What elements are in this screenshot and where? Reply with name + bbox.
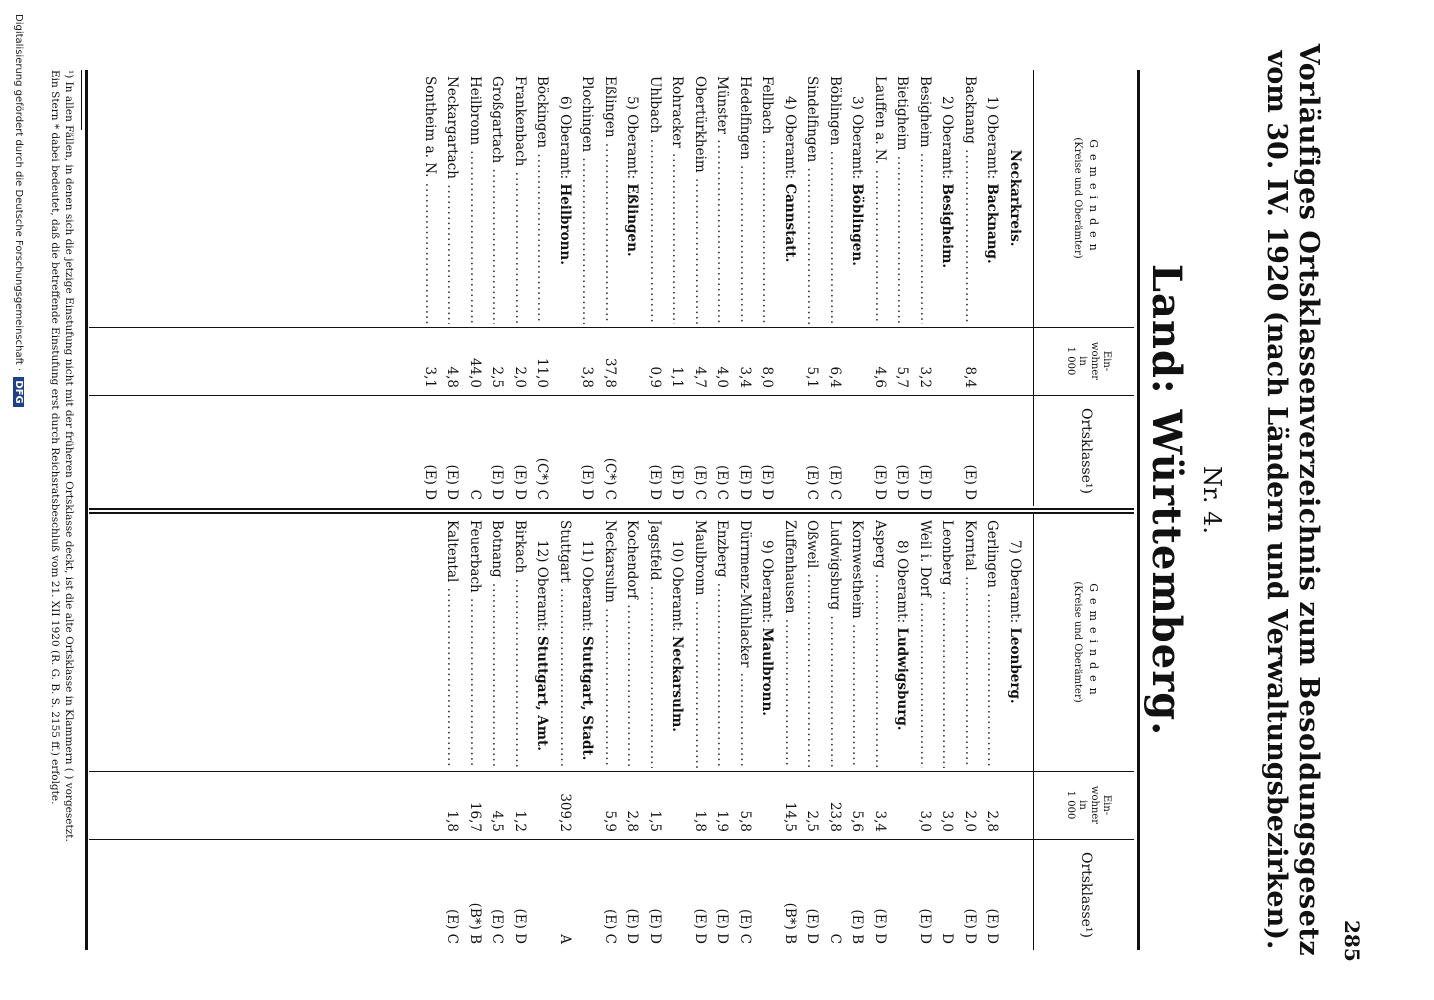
title-line-1: Vorläufiges Ortsklassenverzeichnis zum Besoldungsgesetz [1293, 43, 1324, 957]
oberamt-heading [621, 70, 644, 506]
oberamt-label: Oberamt: [624, 114, 641, 180]
header-gemeinden: Gemeinden [1087, 583, 1100, 701]
gemeinde-name: Dürrmenz-Mühlacker ..... [734, 520, 757, 768]
gemeinde-name: Zuffenhausen ..... [779, 520, 802, 768]
page-number: 285 [1340, 920, 1364, 962]
kreis-name: Neckarkreis. [1007, 149, 1023, 247]
gemeinde-name: Plochingen ..... [576, 76, 599, 324]
oberamt-num: 11) [579, 540, 596, 563]
ortsklasse-value: (B*) B [782, 902, 798, 944]
header-einwohner: Ein- wohner in 1 000 [1065, 341, 1112, 381]
ortsklasse-value: (E) C [444, 908, 461, 944]
ortsklasse-value: (E) C [489, 908, 506, 944]
ortsklasse-value: D [939, 933, 956, 944]
oberamt-label: Oberamt: [1007, 558, 1023, 624]
einwohner-value: 3,4 [737, 366, 753, 388]
oberamt-label: Oberamt: [759, 558, 776, 624]
oberamt-num: 10) [669, 540, 686, 563]
einwohner-value: 5,7 [894, 366, 911, 388]
oberamt-name: Maulbronn. [759, 627, 776, 716]
table-row [711, 514, 734, 950]
oberamt-name: Leonberg. [1007, 627, 1023, 704]
kreis-heading [1004, 70, 1027, 506]
oberamt-num: 1) [984, 96, 1001, 110]
oberamt-name: Stuttgart, Amt. [534, 636, 551, 751]
oberamt-num: 12) [534, 540, 551, 563]
oberamt-label: Oberamt: [669, 566, 686, 632]
ortsklasse-value: (B*) B [467, 902, 483, 944]
oberamt-num: 3) [849, 96, 866, 110]
oberamt-label: Oberamt: [849, 114, 866, 180]
title-line-2: vom 30. IV. 1920 (nach Ländern und Verwaltungsbezirken). [1261, 50, 1292, 950]
oberamt-name: Heilbronn. [557, 183, 573, 265]
oberamt-heading [666, 514, 689, 950]
oberamt-name: Stuttgart, Stadt. [579, 636, 596, 761]
einwohner-value: 2,8 [624, 810, 641, 832]
gemeinde-name: Sindelfingen ..... [801, 76, 824, 324]
oberamt-label: Oberamt: [894, 558, 911, 624]
table-row [509, 514, 532, 950]
header-ortsklasse: Ortsklasse¹) [1078, 407, 1094, 495]
oberamt-name: Ludwigsburg. [894, 627, 911, 731]
gemeinde-name: Feuerbach ..... [464, 520, 487, 768]
table-row [666, 70, 689, 506]
einwohner-value: 3,1 [422, 366, 438, 388]
einwohner-value: 2,0 [962, 810, 978, 832]
ortsklasse-value: (E) D [759, 464, 776, 500]
ortsklasse-value: (E) D [692, 908, 708, 944]
oberamt-heading [936, 70, 959, 506]
ortsklasse-value: (E) D [984, 908, 1001, 944]
dfg-logo: DFG [13, 377, 24, 406]
gemeinde-name: Neckarsulm ..... [599, 520, 622, 768]
table-row [599, 514, 622, 950]
oberamt-heading [576, 514, 599, 950]
einwohner-value: 5,8 [737, 810, 753, 832]
table-row [824, 514, 847, 950]
footnote-2: Ein Stern * dabei bedeutet, daß die betreffende Einstufung erst durch Reichsratsbeschluß vom 21. XII 1920 (R. G. B. S. 2155 ff.) erfolgte. [49, 70, 61, 805]
gemeinde-name: Bietigheim ..... [891, 76, 914, 324]
ortsklasse-value: (E) D [422, 464, 438, 500]
gemeinde-name: Asperg ..... [869, 520, 892, 768]
table-row [846, 514, 869, 950]
oberamt-heading [554, 70, 577, 506]
einwohner-value: 4,5 [489, 810, 506, 832]
table-row [891, 70, 914, 506]
oberamt-num: 6) [557, 96, 573, 110]
einwohner-value: 14,5 [782, 801, 798, 832]
gemeinde-name: Weil i. Dorf ..... [914, 520, 937, 768]
table-header [1034, 514, 1134, 950]
ortsklasse-value: (E) D [669, 464, 686, 500]
table-row [689, 70, 712, 506]
einwohner-value: 1,9 [714, 810, 731, 832]
oberamt-num: 5) [624, 96, 641, 110]
table-row [441, 70, 464, 506]
ortsklasse-value: (E) D [647, 908, 663, 944]
table-row [711, 70, 734, 506]
table-right-half [89, 514, 1134, 950]
gemeinde-name: Jagstfeld ..... [644, 520, 667, 768]
table-row [914, 514, 937, 950]
table-row [959, 514, 982, 950]
einwohner-value: 4,8 [444, 366, 461, 388]
ortsklassen-table [89, 70, 1134, 950]
left-rows [419, 70, 1027, 506]
table-row [801, 514, 824, 950]
ortsklasse-value: (E) C [692, 464, 708, 500]
ortsklasse-value: (E) D [804, 908, 821, 944]
right-rows [441, 514, 1026, 950]
einwohner-value: 5,6 [849, 810, 866, 832]
table-row [801, 70, 824, 506]
oberamt-label: Oberamt: [939, 114, 956, 180]
oberamt-name: Backnang. [984, 183, 1001, 264]
einwohner-value: 37,8 [602, 357, 618, 388]
gemeinde-name: Eßlingen ..... [599, 76, 622, 324]
gemeinde-name: Neckargartach ..... [441, 76, 464, 324]
footnotes [48, 70, 76, 950]
gemeinde-name: Enzberg ..... [711, 520, 734, 768]
einwohner-value: 4,0 [714, 366, 731, 388]
table-row [756, 70, 779, 506]
oberamt-heading [1004, 514, 1027, 950]
oberamt-name: Cannstatt. [782, 183, 798, 263]
ortsklasse-value: (E) D [714, 908, 731, 944]
einwohner-value: 44,0 [467, 357, 483, 388]
gemeinde-name: Leonberg ..... [936, 520, 959, 768]
table-row [441, 514, 464, 950]
ortsklasse-value: (E) D [444, 464, 461, 500]
einwohner-value: 1,1 [669, 366, 686, 388]
einwohner-value: 16,7 [467, 801, 483, 832]
table-row [779, 514, 802, 950]
gemeinde-name: Kaltental ..... [441, 520, 464, 768]
ortsklasse-value: (E) D [872, 908, 888, 944]
gemeinde-name: Heilbronn ..... [464, 76, 487, 324]
gemeinde-name: Maulbronn ..... [689, 520, 712, 768]
section-number: Nr. 4. [1198, 466, 1226, 534]
table-row [936, 514, 959, 950]
einwohner-value: 4,7 [692, 366, 708, 388]
gemeinde-name: Kornwestheim ..... [846, 520, 869, 768]
gemeinde-name: Korntal ..... [959, 520, 982, 768]
einwohner-value: 2,8 [984, 810, 1001, 832]
table-row [734, 514, 757, 950]
ortsklasse-value: C [467, 489, 483, 500]
oberamt-num: 8) [894, 540, 911, 554]
table-row [644, 514, 667, 950]
gemeinde-name: Obertürkheim ..... [689, 76, 712, 324]
footnote-1: ¹) In allen Fällen, in denen sich die jetzige Einstufung nicht mit der früheren Ortsklasse deckt, ist die alte Ortsklasse in Klammern ( ) vorgesetzt. [63, 70, 75, 842]
ortsklasse-value: (E) D [962, 908, 978, 944]
ortsklasse-value: (E) D [579, 464, 596, 500]
table-row [419, 70, 442, 506]
table-row [869, 70, 892, 506]
gemeinde-name: Böckingen ..... [531, 76, 554, 324]
table-row [599, 70, 622, 506]
gemeinde-name: Oßweil ..... [801, 520, 824, 768]
einwohner-value: 2,5 [804, 810, 821, 832]
ortsklasse-value: C [827, 933, 843, 944]
ortsklasse-value: (E) D [894, 464, 911, 500]
gemeinde-name: Frankenbach ..... [509, 76, 532, 324]
header-ortsklasse: Ortsklasse¹) [1078, 851, 1094, 939]
oberamt-label: Oberamt: [782, 114, 798, 180]
table-row [464, 70, 487, 506]
table-row [531, 70, 554, 506]
oberamt-heading [846, 70, 869, 506]
oberamt-heading [891, 514, 914, 950]
oberamt-label: Oberamt: [534, 566, 551, 632]
gemeinde-name: Ludwigsburg ..... [824, 520, 847, 768]
einwohner-value: 1,2 [512, 810, 528, 832]
einwohner-value: 3,4 [872, 810, 888, 832]
einwohner-value: 5,1 [804, 366, 821, 388]
header-gemeinden: Gemeinden [1087, 139, 1100, 257]
einwohner-value: 4,6 [872, 366, 888, 388]
table-row [554, 514, 577, 950]
table-row [981, 514, 1004, 950]
table-row [621, 514, 644, 950]
ortsklasse-value: (E) D [512, 908, 528, 944]
table-header [1034, 70, 1134, 506]
gemeinde-name: Backnang ..... [959, 76, 982, 324]
header-gemeinden-sub: (Kreise und Oberämter) [1072, 137, 1083, 259]
einwohner-value: 1,8 [444, 810, 461, 832]
ortsklasse-value: (E) D [512, 464, 528, 500]
header-einwohner: Ein- wohner in 1 000 [1065, 785, 1112, 825]
einwohner-value: 8,4 [962, 366, 978, 388]
ortsklasse-value: (E) C [714, 464, 731, 500]
ortsklasse-value: (E) C [804, 464, 821, 500]
einwohner-value: 5,9 [602, 810, 618, 832]
gemeinde-name: Uhlbach ..... [644, 76, 667, 324]
gemeinde-name: Fellbach ..... [756, 76, 779, 324]
ortsklasse-value: (E) D [917, 908, 933, 944]
gemeinde-name: Besigheim ..... [914, 76, 937, 324]
dfg-credit: Digitalisierung gefördert durch die Deutsche Forschungsgemeinschaft · DFG [13, 14, 24, 407]
table-row [509, 70, 532, 506]
oberamt-num: 7) [1007, 540, 1023, 554]
gemeinde-name: Stuttgart ..... [554, 520, 577, 768]
gemeinde-name: Sontheim a. N. ..... [419, 76, 442, 324]
table-row [824, 70, 847, 506]
gemeinde-name: Botnang ..... [486, 520, 509, 768]
land-heading: Land: Württemberg. [1143, 263, 1190, 737]
einwohner-value: 2,5 [489, 366, 506, 388]
ortsklasse-value: (E) D [624, 908, 641, 944]
oberamt-heading [531, 514, 554, 950]
table-row [486, 514, 509, 950]
einwohner-value: 23,8 [827, 801, 843, 832]
oberamt-num: 4) [782, 96, 798, 110]
table-row [689, 514, 712, 950]
ortsklasse-value: (E) C [737, 908, 753, 944]
gemeinde-name: Rohracker ..... [666, 76, 689, 324]
ortsklasse-value: (E) D [647, 464, 663, 500]
table-row [576, 70, 599, 506]
gemeinde-name: Großgartach ..... [486, 76, 509, 324]
table-row [869, 514, 892, 950]
einwohner-value: 1,8 [692, 810, 708, 832]
ortsklasse-value: (E) B [849, 909, 866, 944]
ortsklasse-value: (E) D [737, 464, 753, 500]
gemeinde-name: Lauffen a. N. ..... [869, 76, 892, 324]
oberamt-label: Oberamt: [557, 114, 573, 180]
table-left-half [89, 70, 1134, 506]
table-row [486, 70, 509, 506]
table-row [464, 514, 487, 950]
einwohner-value: 11,0 [534, 357, 551, 388]
gemeinde-name: Böblingen ..... [824, 76, 847, 324]
ortsklasse-value: (C*) C [602, 457, 618, 500]
einwohner-value: 0,9 [647, 366, 663, 388]
gemeinde-name: Münster ..... [711, 76, 734, 324]
einwohner-value: 3,0 [939, 810, 956, 832]
ortsklasse-value: A [557, 934, 573, 944]
einwohner-value: 3,8 [579, 366, 596, 388]
einwohner-value: 3,2 [917, 366, 933, 388]
oberamt-heading [756, 514, 779, 950]
oberamt-name: Besigheim. [939, 183, 956, 269]
einwohner-value: 1,5 [647, 810, 663, 832]
einwohner-value: 6,4 [827, 366, 843, 388]
einwohner-value: 2,0 [512, 366, 528, 388]
oberamt-label: Oberamt: [579, 566, 596, 632]
ortsklasse-value: (E) C [602, 908, 618, 944]
ortsklasse-value: (C*) C [534, 457, 551, 500]
ortsklasse-value: (E) D [917, 464, 933, 500]
oberamt-name: Böblingen. [849, 183, 866, 266]
einwohner-value: 8,0 [759, 366, 776, 388]
header-gemeinden-sub: (Kreise und Oberämter) [1072, 581, 1083, 703]
ortsklasse-value: (E) D [962, 464, 978, 500]
table-row [959, 70, 982, 506]
gemeinde-name: Hedelfingen ..... [734, 76, 757, 324]
table-row [734, 70, 757, 506]
einwohner-value: 3,0 [917, 810, 933, 832]
oberamt-num: 2) [939, 96, 956, 110]
einwohner-value: 309,2 [557, 793, 573, 832]
table-row [914, 70, 937, 506]
oberamt-num: 9) [759, 540, 776, 554]
oberamt-heading [981, 70, 1004, 506]
ortsklasse-value: (E) C [827, 464, 843, 500]
ortsklasse-value: (E) D [489, 464, 506, 500]
oberamt-heading [779, 70, 802, 506]
oberamt-label: Oberamt: [984, 114, 1001, 180]
gemeinde-name: Gerlingen ..... [981, 520, 1004, 768]
gemeinde-name: Birkach ..... [509, 520, 532, 768]
oberamt-name: Eßlingen. [624, 183, 641, 257]
oberamt-name: Neckarsulm. [669, 636, 686, 732]
gemeinde-name: Kochendorf ..... [621, 520, 644, 768]
ortsklasse-value: (E) D [872, 464, 888, 500]
table-row [644, 70, 667, 506]
